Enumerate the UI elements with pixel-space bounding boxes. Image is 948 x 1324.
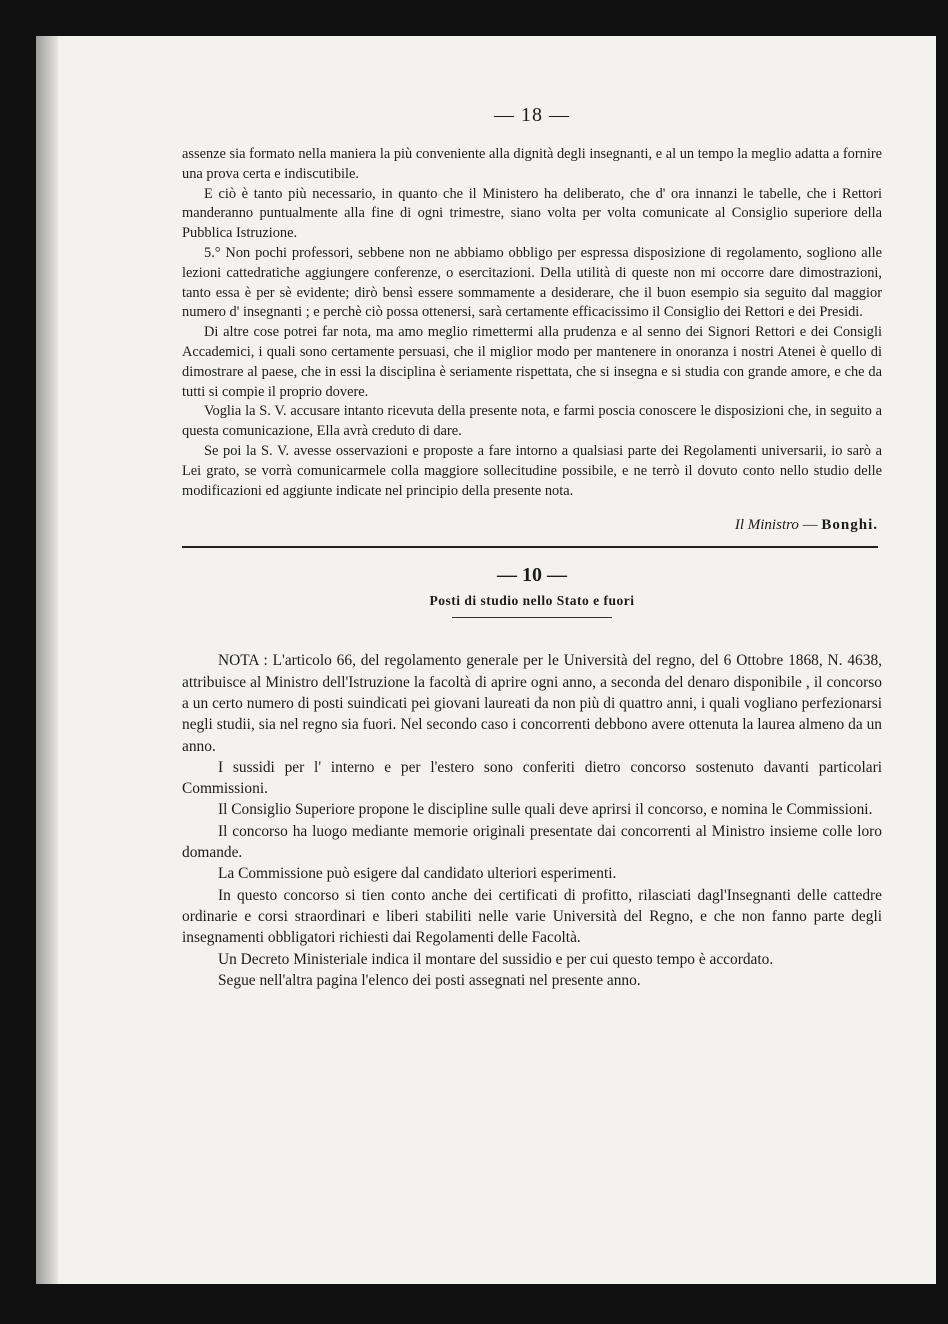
scan-border-left [0,0,36,1324]
paragraph: La Commissione può esigere dal candidato ulteriori esperimenti. [218,865,617,883]
paragraph: Il concorso ha luogo mediante memorie originali presentate dai concorrenti al Ministro insieme colle loro domande. [182,822,882,862]
scan-border-top [0,0,948,36]
nota-text-block [182,650,882,991]
top-text-block [182,145,882,501]
page-content [182,104,882,991]
paragraph: Di altre cose potrei far nota, ma amo meglio rimettermi alla prudenza e al senno dei Signori Rettori e dei Consigli Accademici, i quali sono certamente persuasi, che il miglior modo per mantenere in onoranza i nostri Atenei è quello di dimostrare al paese, che in essi la disciplina è seriamente rispettata, che si insegna e si studia con grande amore, e che da tutti si compie il proprio dovere. [182,324,882,400]
paragraph: In questo concorso si tien conto anche dei certificati di profitto, rilasciati dagl'Insegnanti delle cattedre ordinarie e corsi straordinari e liberi stabiliti nelle varie Università del Regno, e che non fanno parte degli insegnamenti obbligatori richiesti dai Regolamenti delle Facoltà. [182,886,882,947]
paragraph: assenze sia formato nella maniera la più conveniente alla dignità degli insegnanti, e al un tempo la meglio adatta a fornire una prova certa e indiscutibile. [182,146,882,182]
paragraph: NOTA : L'articolo 66, del regolamento generale per le Università del regno, del 6 Ottobre 1868, N. 4638, attribuisce al Ministro dell'Istruzione la facoltà di aprire ogni anno, a seconda del denaro disponibile , il concorso a un certo numero di posti suindicati pei giovani laureati da non più di quattro anni, i quali vogliano perfezionarsi negli studii, sia nel regno sia fuori. Nel secondo caso i concorrenti debbono avere ottenuta la laurea almeno da un anno. [182,652,882,755]
paragraph: 5.° Non pochi professori, sebbene non ne abbiamo obbligo per espressa disposizione di regolamento, sogliono alle lezioni cattedratiche aggiungere conferenze, o esercitazioni. Della utilità di queste non mi occorre dare dimostrazioni, tanto essa è per sè evidente; dirò bensì essere sommamente a desiderare, che il buon esempio sia seguito dal maggior numero d' insegnanti ; e perchè ciò possa ottenersi, sarà certamente efficacissimo il Consiglio dei Rettori e dei Presidi. [182,244,882,321]
section-number: — 10 — [497,564,567,587]
title-underline [452,617,612,618]
paragraph: Segue nell'altra pagina l'elenco dei posti assegnati nel presente anno. [218,971,641,989]
signature [182,517,878,534]
paragraph: Se poi la S. V. avesse osservazioni e proposte a fare intorno a qualsiasi parte dei Regolamenti universarii, io sarò a Lei grato, se vorrà comunicarmele colla maggiore sollecitudine possibile, e ne terrò il dovuto conto nello studio delle modificazioni ed aggiunte indicate nel principio della presente nota. [182,442,882,499]
paragraph: Il Consiglio Superiore propone le discipline sulle quali deve aprirsi il concorso, e nomina le Commissioni. [218,801,873,819]
scan-border-right [936,0,948,1324]
paragraph: E ciò è tanto più necessario, in quanto che il Ministero ha deliberato, che d' ora innanzi le tabelle, che i Rettori manderanno puntualmente alla fine di ogni trimestre, siano volta per volta comunicate al Consiglio superiore della Pubblica Istruzione. [182,185,882,242]
section-title: Posti di studio nello Stato e fuori [429,593,635,609]
scan-border-bottom [0,1284,948,1324]
signature-name: Bonghi. [821,517,878,534]
paragraph: Voglia la S. V. accusare intanto ricevuta della presente nota, e farmi poscia conoscere le disposizioni che, in seguito a questa comunicazione, Ella avrà creduto di dare. [182,403,882,440]
paper-binding-shadow [36,36,58,1284]
paragraph: I sussidi per l' interno e per l'estero sono conferiti dietro concorso sostenuto davanti particolari Commissioni. [182,758,882,798]
paragraph: Un Decreto Ministeriale indica il montare del sussidio e per cui questo tempo è accordato. [218,950,774,968]
page-number: — 18 — [494,104,570,126]
signature-dash: — [798,517,822,534]
section-divider [182,546,878,548]
signature-role: Il Ministro [734,517,799,534]
